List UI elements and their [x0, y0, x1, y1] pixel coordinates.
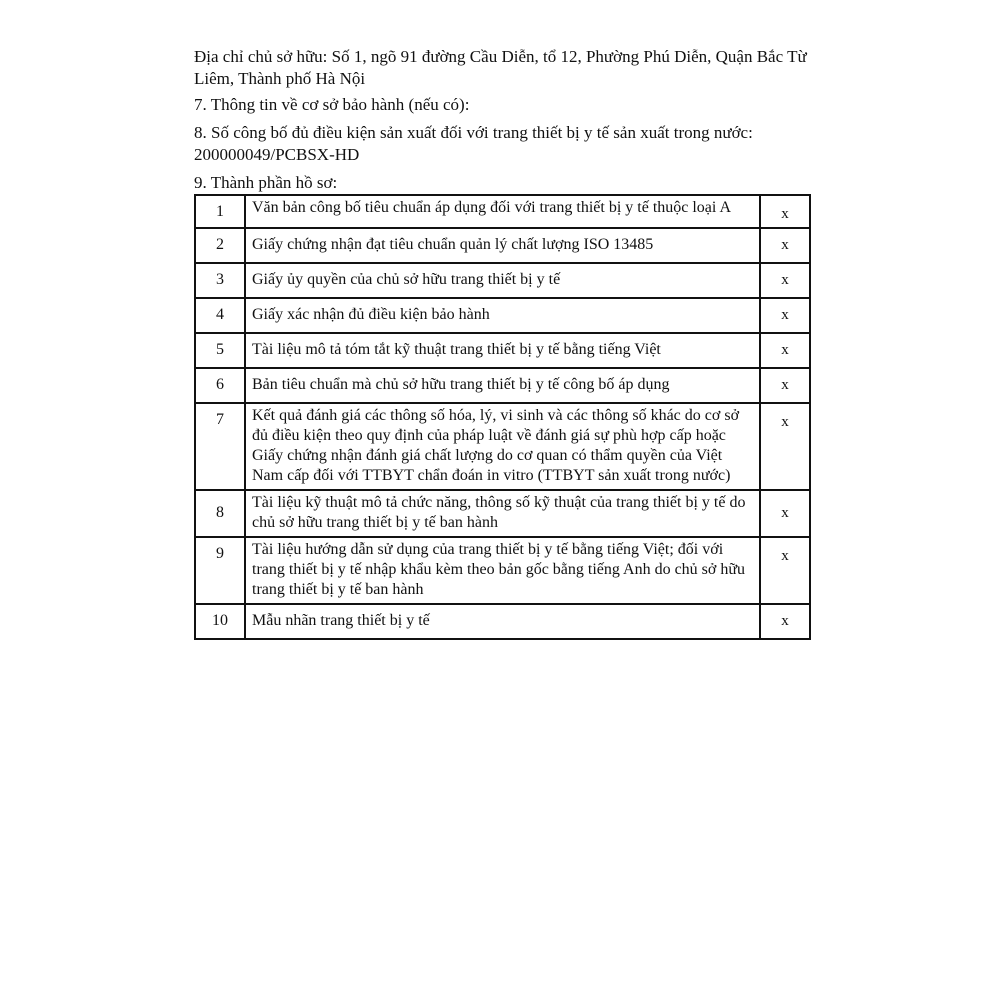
included-mark: x	[760, 195, 810, 228]
included-mark: x	[760, 604, 810, 639]
table-row	[195, 368, 810, 403]
included-mark: x	[760, 333, 810, 368]
table-row	[195, 263, 810, 298]
document-description: Giấy xác nhận đủ điều kiện bảo hành	[245, 298, 760, 333]
warranty-info-heading: 7. Thông tin về cơ sở bảo hành (nếu có):	[194, 95, 470, 114]
row-number: 8	[195, 490, 245, 537]
row-number: 10	[195, 604, 245, 639]
table-row	[195, 298, 810, 333]
production-eligibility-number: 8. Số công bố đủ điều kiện sản xuất đối với trang thiết bị y tế sản xuất trong nước: 200000049/PCBSX-HD	[194, 123, 753, 164]
included-mark: x	[760, 228, 810, 263]
row-number: 7	[195, 403, 245, 490]
row-number: 5	[195, 333, 245, 368]
row-number: 2	[195, 228, 245, 263]
table-row	[195, 537, 810, 604]
row-number: 1	[195, 195, 245, 228]
dossier-components-heading: 9. Thành phần hồ sơ:	[194, 173, 338, 192]
included-mark: x	[760, 368, 810, 403]
row-number: 9	[195, 537, 245, 604]
document-description: Giấy ủy quyền của chủ sở hữu trang thiết bị y tế	[245, 263, 760, 298]
dossier-components-table	[194, 194, 811, 640]
table-row	[195, 604, 810, 639]
document-description: Tài liệu hướng dẫn sử dụng của trang thiết bị y tế bằng tiếng Việt; đối với trang thiết bị y tế nhập khẩu kèm theo bản gốc bằng tiếng Anh do chủ sở hữu trang thiết bị y tế ban hành	[245, 537, 760, 604]
document-description: Mẫu nhãn trang thiết bị y tế	[245, 604, 760, 639]
owner-address: Địa chỉ chủ sở hữu: Số 1, ngõ 91 đường Cầu Diễn, tổ 12, Phường Phú Diễn, Quận Bắc Từ Liêm, Thành phố Hà Nội	[194, 47, 807, 88]
table-row	[195, 195, 810, 228]
table-row	[195, 333, 810, 368]
included-mark: x	[760, 403, 810, 490]
document-description: Văn bản công bố tiêu chuẩn áp dụng đối với trang thiết bị y tế thuộc loại A	[245, 195, 760, 228]
document-page	[194, 46, 814, 640]
included-mark: x	[760, 263, 810, 298]
included-mark: x	[760, 537, 810, 604]
row-number: 6	[195, 368, 245, 403]
document-description: Kết quả đánh giá các thông số hóa, lý, vi sinh và các thông số khác do cơ sở đủ điều kiện theo quy định của pháp luật về đánh giá sự phù hợp cấp hoặc Giấy chứng nhận đánh giá chất lượng do cơ quan có thẩm quyền của Việt Nam cấp đối với TTBYT chẩn đoán in vitro (TTBYT sản xuất trong nước)	[245, 403, 760, 490]
row-number: 3	[195, 263, 245, 298]
included-mark: x	[760, 298, 810, 333]
table-row	[195, 228, 810, 263]
document-description: Bản tiêu chuẩn mà chủ sở hữu trang thiết bị y tế công bố áp dụng	[245, 368, 760, 403]
document-description: Tài liệu kỹ thuật mô tả chức năng, thông số kỹ thuật của trang thiết bị y tế do chủ sở hữu trang thiết bị y tế ban hành	[245, 490, 760, 537]
table-row	[195, 403, 810, 490]
document-description: Tài liệu mô tả tóm tắt kỹ thuật trang thiết bị y tế bằng tiếng Việt	[245, 333, 760, 368]
document-description: Giấy chứng nhận đạt tiêu chuẩn quản lý chất lượng ISO 13485	[245, 228, 760, 263]
included-mark: x	[760, 490, 810, 537]
table-row	[195, 490, 810, 537]
row-number: 4	[195, 298, 245, 333]
